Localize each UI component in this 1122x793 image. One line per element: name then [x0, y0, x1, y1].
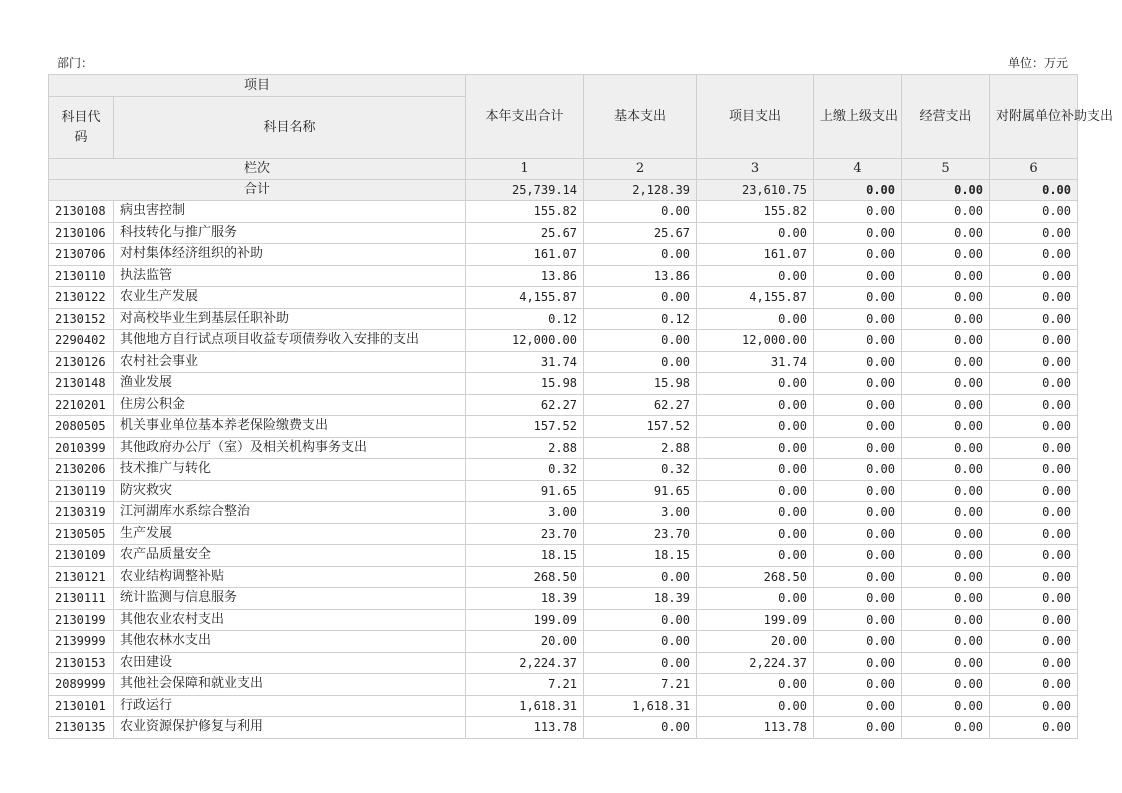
subject-name-cell: 其他农林水支出 — [114, 631, 466, 653]
col-header-total: 本年支出合计 — [466, 75, 584, 159]
table-row — [49, 717, 1078, 739]
amount-cell: 0.00 — [814, 609, 902, 631]
amount-cell: 161.07 — [466, 244, 584, 266]
amount-cell: 0.00 — [584, 652, 697, 674]
amount-cell: 0.00 — [990, 416, 1078, 438]
amount-cell: 31.74 — [466, 351, 584, 373]
col-header-program: 项目支出 — [697, 75, 814, 159]
amount-cell: 0.00 — [814, 373, 902, 395]
amount-cell: 0.00 — [697, 373, 814, 395]
table-row — [49, 588, 1078, 610]
amount-cell: 0.00 — [584, 717, 697, 739]
subject-code-cell: 2130109 — [49, 545, 114, 567]
total-cell: 25,739.14 — [466, 180, 584, 201]
subject-code-cell: 2130121 — [49, 566, 114, 588]
table-row — [49, 459, 1078, 481]
amount-cell: 161.07 — [697, 244, 814, 266]
table-row — [49, 351, 1078, 373]
table-row — [49, 222, 1078, 244]
amount-cell: 0.00 — [697, 502, 814, 524]
subject-name-cell: 其他政府办公厅（室）及相关机构事务支出 — [114, 437, 466, 459]
subject-code-cell: 2130148 — [49, 373, 114, 395]
total-row-label: 合计 — [49, 180, 466, 201]
amount-cell: 62.27 — [466, 394, 584, 416]
amount-cell: 0.00 — [584, 609, 697, 631]
amount-cell: 0.00 — [814, 201, 902, 223]
amount-cell: 13.86 — [466, 265, 584, 287]
amount-cell: 0.00 — [902, 459, 990, 481]
subject-code-cell: 2130153 — [49, 652, 114, 674]
col-header-basic: 基本支出 — [584, 75, 697, 159]
col-header-upper: 上缴上级支出 — [814, 75, 902, 159]
amount-cell: 0.00 — [902, 588, 990, 610]
total-cell: 0.00 — [902, 180, 990, 201]
amount-cell: 155.82 — [466, 201, 584, 223]
total-cell: 2,128.39 — [584, 180, 697, 201]
subject-code-cell: 2130122 — [49, 287, 114, 309]
table-row — [49, 330, 1078, 352]
amount-cell: 0.00 — [990, 502, 1078, 524]
amount-cell: 0.00 — [697, 695, 814, 717]
amount-cell: 0.00 — [814, 437, 902, 459]
amount-cell: 0.00 — [814, 330, 902, 352]
amount-cell: 0.00 — [902, 545, 990, 567]
amount-cell: 0.00 — [902, 287, 990, 309]
subject-name-cell: 农田建设 — [114, 652, 466, 674]
amount-cell: 18.39 — [584, 588, 697, 610]
amount-cell: 0.00 — [814, 523, 902, 545]
subject-code-cell: 2130135 — [49, 717, 114, 739]
amount-cell: 0.00 — [902, 244, 990, 266]
col-header-name: 科目名称 — [114, 97, 466, 159]
amount-cell: 268.50 — [466, 566, 584, 588]
amount-cell: 0.00 — [902, 631, 990, 653]
amount-cell: 0.00 — [902, 437, 990, 459]
subject-code-cell: 2130110 — [49, 265, 114, 287]
amount-cell: 0.00 — [814, 695, 902, 717]
table-row — [49, 373, 1078, 395]
amount-cell: 157.52 — [584, 416, 697, 438]
table-row — [49, 566, 1078, 588]
amount-cell: 0.00 — [902, 480, 990, 502]
amount-cell: 0.00 — [990, 588, 1078, 610]
amount-cell: 0.12 — [466, 308, 584, 330]
amount-cell: 0.00 — [902, 351, 990, 373]
subject-name-cell: 农产品质量安全 — [114, 545, 466, 567]
unit-label: 单位：万元 — [1007, 56, 1068, 70]
subject-name-cell: 农业资源保护修复与利用 — [114, 717, 466, 739]
amount-cell: 0.00 — [814, 308, 902, 330]
amount-cell: 0.00 — [697, 437, 814, 459]
table-row — [49, 201, 1078, 223]
total-cell: 0.00 — [814, 180, 902, 201]
amount-cell: 18.39 — [466, 588, 584, 610]
amount-cell: 23.70 — [584, 523, 697, 545]
amount-cell: 0.00 — [902, 695, 990, 717]
amount-cell: 23.70 — [466, 523, 584, 545]
subject-code-cell: 2130111 — [49, 588, 114, 610]
subject-code-cell: 2139999 — [49, 631, 114, 653]
amount-cell: 0.00 — [814, 545, 902, 567]
subject-name-cell: 统计监测与信息服务 — [114, 588, 466, 610]
amount-cell: 0.00 — [902, 652, 990, 674]
amount-cell: 0.00 — [814, 566, 902, 588]
amount-cell: 0.00 — [902, 222, 990, 244]
amount-cell: 0.00 — [902, 394, 990, 416]
subject-name-cell: 住房公积金 — [114, 394, 466, 416]
amount-cell: 0.00 — [584, 287, 697, 309]
amount-cell: 0.00 — [584, 566, 697, 588]
subject-code-cell: 2210201 — [49, 394, 114, 416]
amount-cell: 0.00 — [814, 717, 902, 739]
subject-code-cell: 2130706 — [49, 244, 114, 266]
amount-cell: 25.67 — [584, 222, 697, 244]
amount-cell: 113.78 — [466, 717, 584, 739]
amount-cell: 91.65 — [466, 480, 584, 502]
total-cell: 23,610.75 — [697, 180, 814, 201]
amount-cell: 20.00 — [466, 631, 584, 653]
index-cell: 2 — [584, 159, 697, 180]
amount-cell: 31.74 — [697, 351, 814, 373]
amount-cell: 0.00 — [990, 695, 1078, 717]
amount-cell: 0.00 — [902, 265, 990, 287]
amount-cell: 0.00 — [990, 265, 1078, 287]
amount-cell: 0.00 — [990, 717, 1078, 739]
amount-cell: 0.00 — [584, 201, 697, 223]
index-cell: 6 — [990, 159, 1078, 180]
amount-cell: 7.21 — [466, 674, 584, 696]
amount-cell: 0.00 — [990, 523, 1078, 545]
amount-cell: 0.12 — [584, 308, 697, 330]
subject-code-cell: 2130206 — [49, 459, 114, 481]
amount-cell: 1,618.31 — [584, 695, 697, 717]
subject-name-cell: 其他社会保障和就业支出 — [114, 674, 466, 696]
amount-cell: 0.00 — [902, 308, 990, 330]
subject-name-cell: 渔业发展 — [114, 373, 466, 395]
amount-cell: 0.00 — [697, 588, 814, 610]
amount-cell: 0.00 — [990, 330, 1078, 352]
amount-cell: 199.09 — [697, 609, 814, 631]
amount-cell: 0.32 — [466, 459, 584, 481]
subject-name-cell: 其他农业农村支出 — [114, 609, 466, 631]
amount-cell: 0.00 — [990, 437, 1078, 459]
amount-cell: 0.00 — [902, 717, 990, 739]
amount-cell: 0.00 — [990, 308, 1078, 330]
amount-cell: 0.00 — [990, 566, 1078, 588]
amount-cell: 0.00 — [697, 394, 814, 416]
amount-cell: 268.50 — [697, 566, 814, 588]
subject-name-cell: 技术推广与转化 — [114, 459, 466, 481]
amount-cell: 0.00 — [990, 373, 1078, 395]
subject-name-cell: 江河湖库水系综合整治 — [114, 502, 466, 524]
subject-name-cell: 科技转化与推广服务 — [114, 222, 466, 244]
amount-cell: 0.00 — [990, 652, 1078, 674]
amount-cell: 0.00 — [584, 631, 697, 653]
amount-cell: 0.00 — [990, 674, 1078, 696]
subject-code-cell: 2130106 — [49, 222, 114, 244]
amount-cell: 0.00 — [814, 480, 902, 502]
amount-cell: 0.00 — [902, 566, 990, 588]
amount-cell: 12,000.00 — [697, 330, 814, 352]
table-row — [49, 695, 1078, 717]
amount-cell: 0.00 — [902, 502, 990, 524]
amount-cell: 2.88 — [466, 437, 584, 459]
table-row — [49, 609, 1078, 631]
table-row — [49, 308, 1078, 330]
table-row — [49, 523, 1078, 545]
subject-name-cell: 对高校毕业生到基层任职补助 — [114, 308, 466, 330]
subject-code-cell: 2130505 — [49, 523, 114, 545]
amount-cell: 0.00 — [814, 652, 902, 674]
amount-cell: 0.00 — [814, 502, 902, 524]
table-row — [49, 480, 1078, 502]
table-row — [49, 652, 1078, 674]
table-row — [49, 674, 1078, 696]
subject-name-cell: 农业结构调整补贴 — [114, 566, 466, 588]
table-row — [49, 437, 1078, 459]
subject-code-cell: 2080505 — [49, 416, 114, 438]
amount-cell: 0.00 — [584, 330, 697, 352]
amount-cell: 0.00 — [814, 674, 902, 696]
subject-code-cell: 2089999 — [49, 674, 114, 696]
amount-cell: 0.00 — [990, 201, 1078, 223]
subject-name-cell: 农业生产发展 — [114, 287, 466, 309]
subject-name-cell: 农村社会事业 — [114, 351, 466, 373]
amount-cell: 0.00 — [902, 674, 990, 696]
amount-cell: 0.00 — [990, 351, 1078, 373]
amount-cell: 0.00 — [814, 351, 902, 373]
total-cell: 0.00 — [990, 180, 1078, 201]
amount-cell: 0.00 — [814, 222, 902, 244]
amount-cell: 0.00 — [902, 416, 990, 438]
total-row — [49, 180, 1078, 201]
col-header-subsidy: 对附属单位补助支出 — [990, 75, 1078, 159]
project-header: 项目 — [49, 75, 466, 97]
amount-cell: 2,224.37 — [466, 652, 584, 674]
subject-name-cell: 其他地方自行试点项目收益专项债券收入安排的支出 — [114, 330, 466, 352]
amount-cell: 0.00 — [697, 480, 814, 502]
subject-code-cell: 2130152 — [49, 308, 114, 330]
table-row — [49, 545, 1078, 567]
amount-cell: 0.00 — [990, 631, 1078, 653]
amount-cell: 157.52 — [466, 416, 584, 438]
subject-code-cell: 2010399 — [49, 437, 114, 459]
subject-code-cell: 2130108 — [49, 201, 114, 223]
index-cell: 4 — [814, 159, 902, 180]
amount-cell: 0.00 — [814, 244, 902, 266]
amount-cell: 0.00 — [584, 351, 697, 373]
amount-cell: 62.27 — [584, 394, 697, 416]
amount-cell: 20.00 — [697, 631, 814, 653]
table-row — [49, 416, 1078, 438]
amount-cell: 18.15 — [466, 545, 584, 567]
amount-cell: 0.00 — [902, 523, 990, 545]
amount-cell: 0.00 — [584, 244, 697, 266]
amount-cell: 0.00 — [902, 609, 990, 631]
amount-cell: 4,155.87 — [697, 287, 814, 309]
index-cell: 5 — [902, 159, 990, 180]
amount-cell: 0.00 — [990, 480, 1078, 502]
amount-cell: 0.00 — [814, 459, 902, 481]
table-row — [49, 244, 1078, 266]
amount-cell: 0.00 — [697, 674, 814, 696]
subject-name-cell: 机关事业单位基本养老保险缴费支出 — [114, 416, 466, 438]
table-row — [49, 287, 1078, 309]
amount-cell: 91.65 — [584, 480, 697, 502]
amount-cell: 0.00 — [990, 222, 1078, 244]
amount-cell: 0.00 — [697, 308, 814, 330]
col-header-business: 经营支出 — [902, 75, 990, 159]
subject-name-cell: 行政运行 — [114, 695, 466, 717]
amount-cell: 0.00 — [990, 609, 1078, 631]
amount-cell: 0.00 — [990, 394, 1078, 416]
amount-cell: 12,000.00 — [466, 330, 584, 352]
subject-name-cell: 执法监管 — [114, 265, 466, 287]
subject-code-cell: 2290402 — [49, 330, 114, 352]
amount-cell: 0.00 — [990, 459, 1078, 481]
amount-cell: 1,618.31 — [466, 695, 584, 717]
amount-cell: 155.82 — [697, 201, 814, 223]
amount-cell: 0.00 — [814, 287, 902, 309]
amount-cell: 2,224.37 — [697, 652, 814, 674]
amount-cell: 0.00 — [814, 588, 902, 610]
expenditure-table — [48, 74, 1114, 739]
subject-name-cell: 防灾救灾 — [114, 480, 466, 502]
subject-code-cell: 2130119 — [49, 480, 114, 502]
table-row — [49, 265, 1078, 287]
amount-cell: 0.00 — [902, 330, 990, 352]
amount-cell: 113.78 — [697, 717, 814, 739]
amount-cell: 0.00 — [902, 373, 990, 395]
table-row — [49, 394, 1078, 416]
amount-cell: 0.00 — [697, 416, 814, 438]
amount-cell: 4,155.87 — [466, 287, 584, 309]
amount-cell: 13.86 — [584, 265, 697, 287]
amount-cell: 0.00 — [697, 523, 814, 545]
amount-cell: 15.98 — [466, 373, 584, 395]
index-cell: 3 — [697, 159, 814, 180]
amount-cell: 199.09 — [466, 609, 584, 631]
amount-cell: 0.00 — [814, 416, 902, 438]
subject-code-cell: 2130319 — [49, 502, 114, 524]
subject-name-cell: 生产发展 — [114, 523, 466, 545]
amount-cell: 0.00 — [697, 545, 814, 567]
department-label: 部门： — [57, 56, 94, 70]
amount-cell: 0.00 — [990, 244, 1078, 266]
amount-cell: 25.67 — [466, 222, 584, 244]
amount-cell: 0.00 — [697, 222, 814, 244]
index-row-label: 栏次 — [49, 159, 466, 180]
amount-cell: 7.21 — [584, 674, 697, 696]
subject-code-cell: 2130101 — [49, 695, 114, 717]
amount-cell: 0.00 — [902, 201, 990, 223]
index-cell: 1 — [466, 159, 584, 180]
amount-cell: 15.98 — [584, 373, 697, 395]
amount-cell: 0.00 — [814, 631, 902, 653]
amount-cell: 0.00 — [814, 265, 902, 287]
amount-cell: 0.00 — [814, 394, 902, 416]
subject-name-cell: 对村集体经济组织的补助 — [114, 244, 466, 266]
amount-cell: 2.88 — [584, 437, 697, 459]
subject-name-cell: 病虫害控制 — [114, 201, 466, 223]
table-row — [49, 631, 1078, 653]
amount-cell: 3.00 — [466, 502, 584, 524]
amount-cell: 0.00 — [990, 287, 1078, 309]
table-row — [49, 502, 1078, 524]
amount-cell: 0.32 — [584, 459, 697, 481]
amount-cell: 18.15 — [584, 545, 697, 567]
subject-code-cell: 2130199 — [49, 609, 114, 631]
subject-code-cell: 2130126 — [49, 351, 114, 373]
amount-cell: 0.00 — [697, 459, 814, 481]
col-header-code: 科目代码 — [49, 97, 114, 159]
amount-cell: 0.00 — [990, 545, 1078, 567]
amount-cell: 3.00 — [584, 502, 697, 524]
amount-cell: 0.00 — [697, 265, 814, 287]
